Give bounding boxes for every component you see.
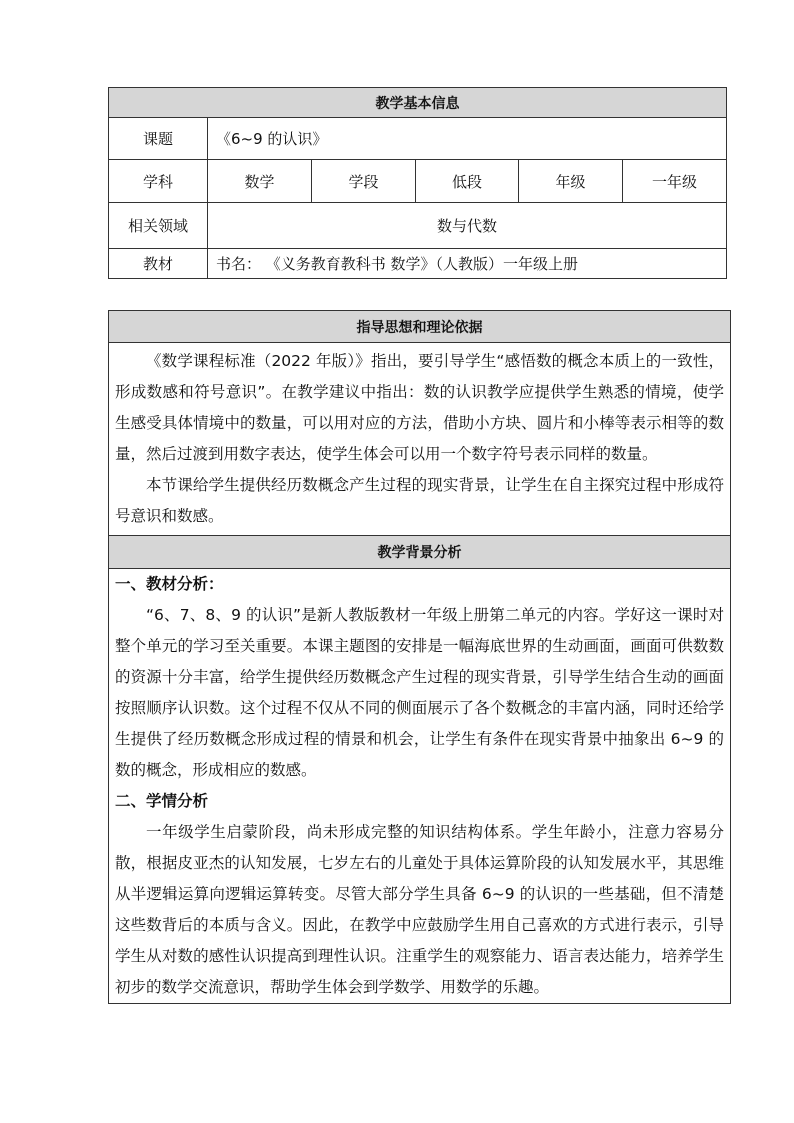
grade-value: 一年级 <box>623 160 727 203</box>
section-title-textbook: 一、教材分析： <box>115 575 224 593</box>
section-text-textbook: “6、7、8、9 的认识”是新人教版教材一年级上册第二单元的内容。学好这一课时对整个单元的学习至关重要。本课主题图的安排是一幅海底世界的生动画面，画面可供数数的资源十分丰富，给学生提供经历数概念产生过程的现实背景，引导学生结合生动的画面按照顺序认识数。这个过程不仅从不同的侧面展示了各个数概念的丰富内涵，同时还给学生提供了经历数概念形成过程的情景和机会，让学生有条件在现实背景中抽象出 6~9 的数的概念，形成相应的数感。 <box>115 606 724 779</box>
background-body <box>109 569 731 1004</box>
field-label: 相关领域 <box>109 203 208 249</box>
topic-value: 《6~9 的认识》 <box>208 118 727 160</box>
section-title-students: 二、学情分析 <box>115 792 209 810</box>
textbook-label: 教材 <box>109 249 208 279</box>
stage-value: 低段 <box>416 160 519 203</box>
guidance-header: 指导思想和理论依据 <box>109 311 731 343</box>
analysis-table <box>108 310 731 1004</box>
topic-label: 课题 <box>109 118 208 160</box>
guidance-paragraph-1: 《数学课程标准（2022 年版）》指出，要引导学生“感悟数的概念本质上的一致性，形成数感和符号意识”。在教学建议中指出：数的认识教学应提供学生熟悉的情境，使学生感受具体情境中的数量，可以用对应的方法，借助小方块、圆片和小棒等表示相等的数量，然后过渡到用数字表达，使学生体会可以用一个数字符号表示同样的数量。 <box>115 352 724 463</box>
field-value: 数与代数 <box>208 203 727 249</box>
textbook-value: 书名： 《义务教育教科书 数学》（人教版）一年级上册 <box>208 249 727 279</box>
grade-label: 年级 <box>519 160 623 203</box>
section-text-students: 一年级学生启蒙阶段，尚未形成完整的知识结构体系。学生年龄小，注意力容易分散，根据皮亚杰的认知发展，七岁左右的儿童处于具体运算阶段的认知发展水平，其思维从半逻辑运算向逻辑运算转变。尽管大部分学生具备 6~9 的认识的一些基础，但不清楚这些数背后的本质与含义。因此，在教学中应鼓励学生用自己喜欢的方式进行表示，引导学生从对数的感性认识提高到理性认识。注重学生的观察能力、语言表达能力，培养学生初步的数学交流意识，帮助学生体会到学数学、用数学的乐趣。 <box>115 823 724 996</box>
background-header: 教学背景分析 <box>109 536 731 569</box>
basic-info-table <box>108 87 727 279</box>
guidance-paragraph-2: 本节课给学生提供经历数概念产生过程的现实背景，让学生在自主探究过程中形成符号意识和数感。 <box>115 476 724 525</box>
subject-label: 学科 <box>109 160 208 203</box>
basic-info-header: 教学基本信息 <box>109 88 727 118</box>
stage-label: 学段 <box>312 160 416 203</box>
guidance-body <box>109 343 731 536</box>
subject-value: 数学 <box>208 160 312 203</box>
